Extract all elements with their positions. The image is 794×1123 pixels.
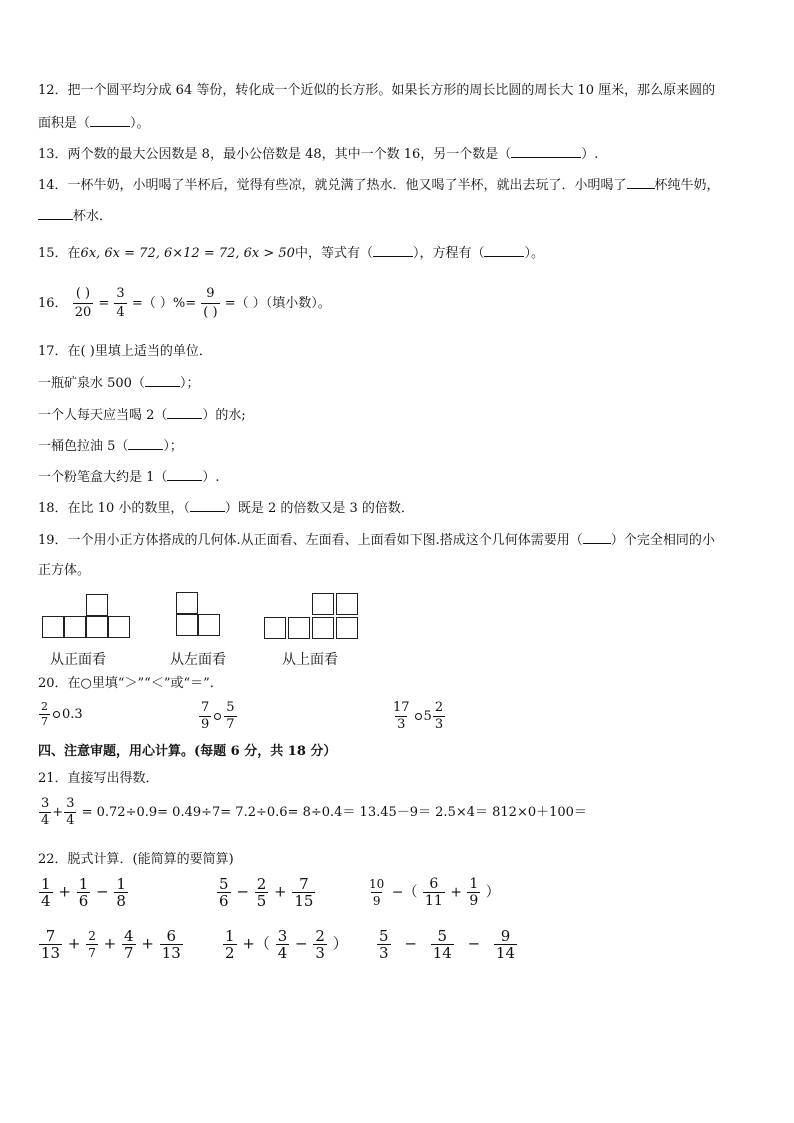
answer-blank[interactable] xyxy=(190,499,225,512)
answer-blank[interactable] xyxy=(627,176,655,189)
compare-circle[interactable] xyxy=(214,713,221,720)
q22-expr-3: $\frac{10}{9}$ −（ $\frac{6}{11}$ + $\frac{1}{9}$ ） xyxy=(369,876,500,909)
view-caption: 从左面看 xyxy=(170,652,226,668)
view-caption: 从正面看 xyxy=(50,652,106,668)
fraction: $\frac{( )}{20}$ xyxy=(74,286,92,320)
answer-blank[interactable] xyxy=(167,406,202,419)
q20-compare-c: $\frac{17}{3}$ 5 $\frac{2}{3}$ xyxy=(393,700,444,732)
compare-circle[interactable] xyxy=(415,713,422,720)
q21-expressions: $\frac{3}{4}$ + $\frac{3}{4}$ = 0.72÷0.9= 0.49÷7= 7.2÷0.6= 8÷0.4＝ 13.45－9＝ 2.5×4＝ 812×0＋100＝ xyxy=(41,796,587,828)
q22-title: 22．脱式计算．(能简算的要简算) xyxy=(38,852,234,867)
q13: 13．两个数的最大公因数是 8，最小公倍数是 48，其中一个数 16，另一个数是（ ）. xyxy=(38,147,599,162)
q17-item: 一瓶矿泉水 500（ ）； xyxy=(38,376,200,391)
q20-compare-a: $\frac{2}{7}$ 0.3 xyxy=(41,700,83,728)
q12-line2: 面积是（ ）。 xyxy=(38,116,150,131)
q19-line2: 正方体。 xyxy=(38,563,91,578)
section-heading: 四、注意审题，用心计算。(每题 6 分，共 18 分） xyxy=(38,744,337,759)
q21-title: 21．直接写出得数． xyxy=(38,771,159,786)
answer-blank[interactable] xyxy=(511,145,581,158)
fraction: $\frac{9}{( )}$ xyxy=(203,286,218,320)
q22-expr-5: $\frac{1}{2}$ +（ $\frac{3}{4}$ − $\frac{2}{3}$ ） xyxy=(225,927,348,962)
q17-title: 17．在( )里填上适当的单位． xyxy=(38,344,212,359)
compare-circle[interactable] xyxy=(53,711,60,718)
q17-item: 一个粉笔盒大约是 1（ ）. xyxy=(38,470,220,485)
q12-line1: 12．把一个圆平均分成 64 等份，转化成一个近似的长方形。如果长方形的周长比圆的周长大 10 厘米，那么原来圆的 xyxy=(38,83,716,98)
answer-blank[interactable] xyxy=(484,244,524,257)
q22-expr-6: $\frac{5}{3}$ − $\frac{5}{14}$ − $\frac{9}{14}$ xyxy=(379,927,516,962)
q16: 16． $\frac{( )}{20}$ = $\frac{3}{4}$ =（ ）%= $\frac{9}{( )}$ =（ ）（填小数）。 xyxy=(38,286,331,320)
three-view-figures xyxy=(0,592,794,670)
q20-compare-b: $\frac{7}{9}$ $\frac{5}{7}$ xyxy=(201,700,235,732)
answer-blank[interactable] xyxy=(167,468,202,481)
answer-blank[interactable] xyxy=(145,374,180,387)
q22-expr-1: $\frac{1}{4}$ + $\frac{1}{6}$ − $\frac{1}{8}$ xyxy=(41,875,126,910)
q18: 18．在比 10 小的数里，（ ）既是 2 的倍数又是 3 的倍数． xyxy=(38,501,414,516)
q17-item: 一桶色拉油 5（ ）； xyxy=(38,439,183,454)
q20-title: 20．在○里填“＞”“＜”或“＝”． xyxy=(38,676,223,691)
answer-blank[interactable] xyxy=(90,114,130,127)
q19-line1: 19．一个用小正方体搭成的几何体.从正面看、左面看、上面看如下图.搭成这个几何体需要用（ ）个完全相同的小 xyxy=(38,533,715,548)
answer-blank[interactable] xyxy=(583,531,611,544)
answer-blank[interactable] xyxy=(128,437,163,450)
q17-item: 一个人每天应当喝 2（ ）的水; xyxy=(38,408,246,423)
q14-line1: 14．一杯牛奶，小明喝了半杯后，觉得有些凉，就兑满了热水．他又喝了半杯，就出去玩了．小明喝了 杯纯牛奶， xyxy=(38,178,720,193)
q15: 15．在6x, 6x = 72, 6×12 = 72, 6x > 50中，等式有（ ），方程有（ ）。 xyxy=(38,246,544,261)
q14-line2: 杯水． xyxy=(38,207,112,226)
q22-expr-4: $\frac{7}{13}$ + $\frac{2}{7}$ + $\frac{4}{7}$ + $\frac{6}{13}$ xyxy=(41,927,181,962)
fraction: $\frac{3}{4}$ xyxy=(116,286,125,320)
q22-expr-2: $\frac{5}{6}$ − $\frac{2}{5}$ + $\frac{7}{15}$ xyxy=(219,875,314,910)
answer-blank[interactable] xyxy=(373,244,413,257)
view-caption: 从上面看 xyxy=(282,652,338,668)
answer-blank[interactable] xyxy=(38,207,73,220)
